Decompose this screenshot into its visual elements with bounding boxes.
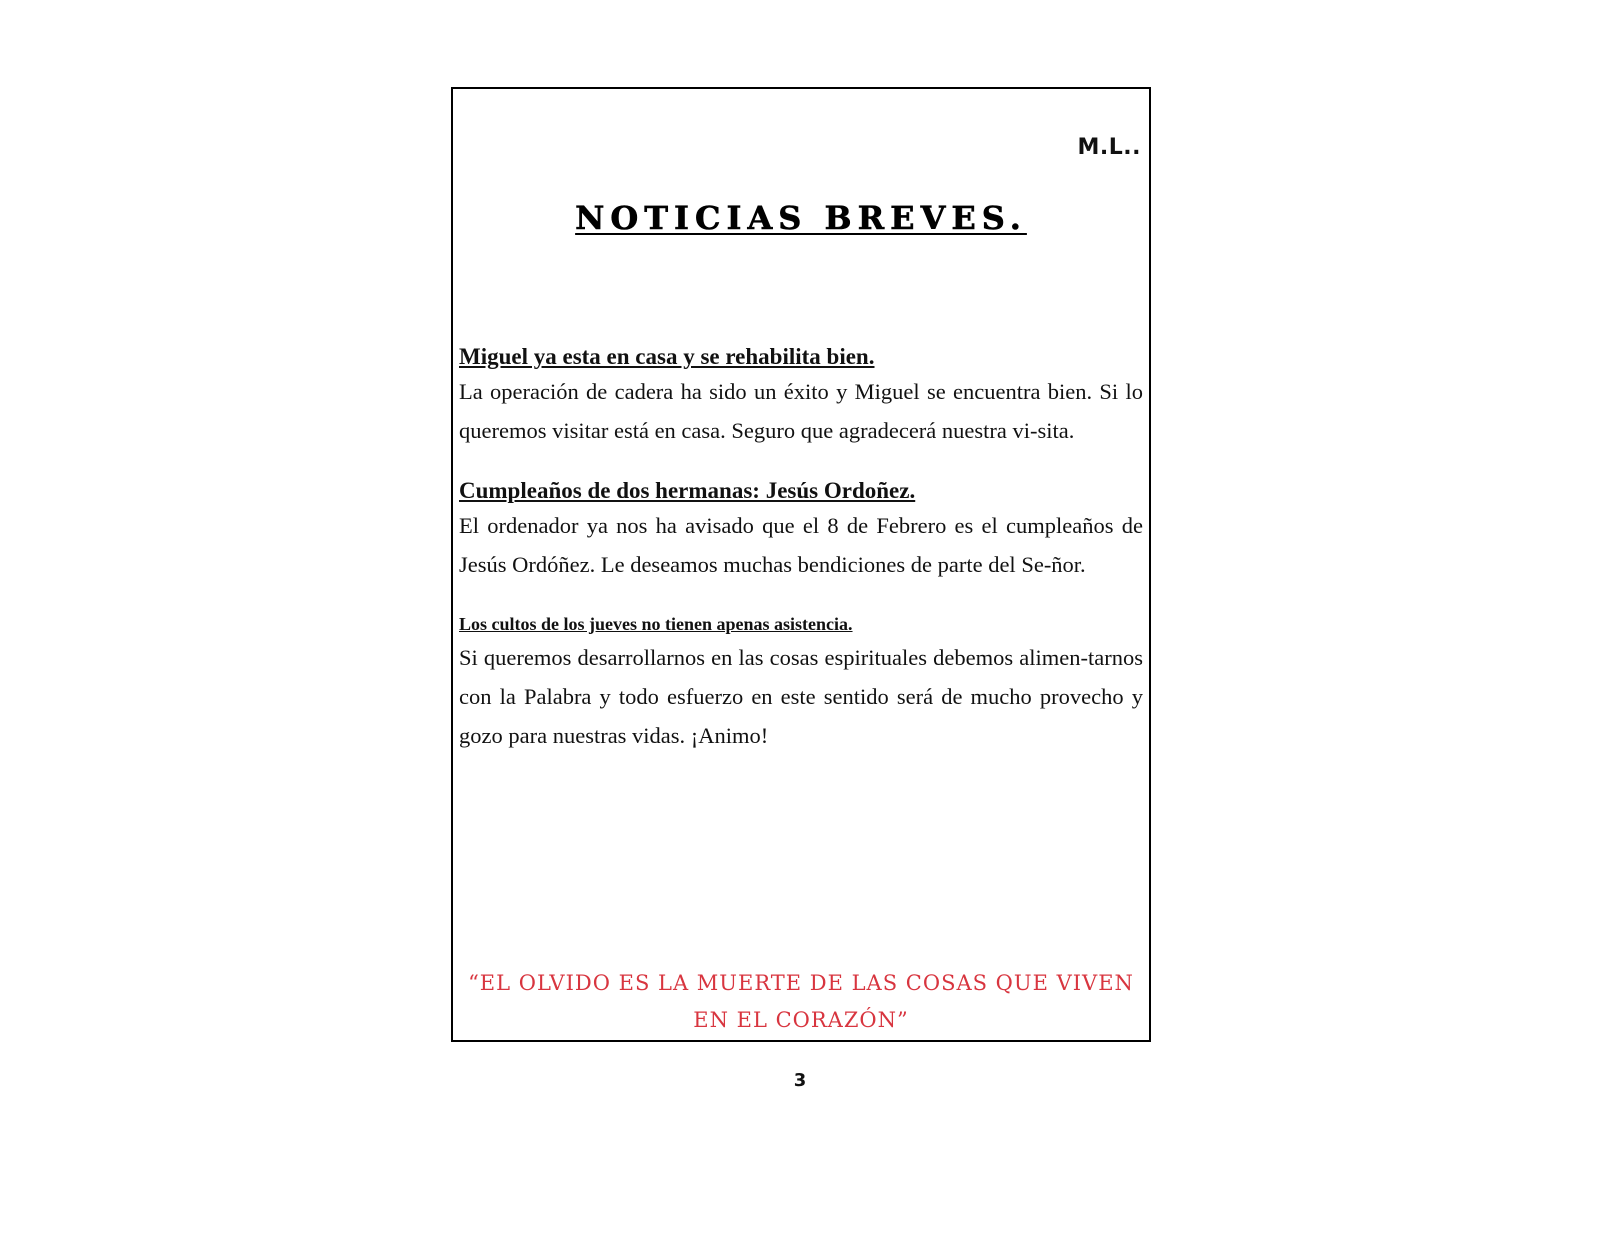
news-item-miguel	[459, 342, 1143, 450]
page-number: 3	[793, 1070, 807, 1091]
news-body: El ordenador ya nos ha avisado que el 8 de Febrero es el cumpleaños de Jesús Ordóñez. Le deseamos muchas bendiciones de parte del Se-ñor.	[459, 513, 1143, 577]
page-frame	[451, 87, 1151, 1042]
page-title	[453, 199, 1149, 237]
closing-quote: “EL OLVIDO ES LA MUERTE DE LAS COSAS QUE VIVEN EN EL CORAZÓN”	[468, 971, 1134, 1032]
news-heading: Los cultos de los jueves no tienen apenas asistencia.	[459, 614, 853, 634]
news-list	[459, 342, 1143, 755]
page-title-text: NOTICIAS BREVES.	[575, 199, 1027, 237]
author-initials: M.L..	[1077, 135, 1141, 160]
news-item-birthday	[459, 476, 1143, 584]
news-body: Si queremos desarrollarnos en las cosas espirituales debemos alimen-tarnos con la Palabra y todo esfuerzo en este sentido será de mucho provecho y gozo para nuestras vidas. ¡Animo!	[459, 645, 1143, 748]
news-heading: Miguel ya esta en casa y se rehabilita bien.	[459, 344, 875, 369]
news-item-cultos	[459, 610, 1143, 755]
news-body: La operación de cadera ha sido un éxito y Miguel se encuentra bien. Si lo queremos visitar está en casa. Seguro que agradecerá nuestra vi-sita.	[459, 379, 1143, 443]
news-heading: Cumpleaños de dos hermanas: Jesús Ordoñez.	[459, 478, 916, 503]
